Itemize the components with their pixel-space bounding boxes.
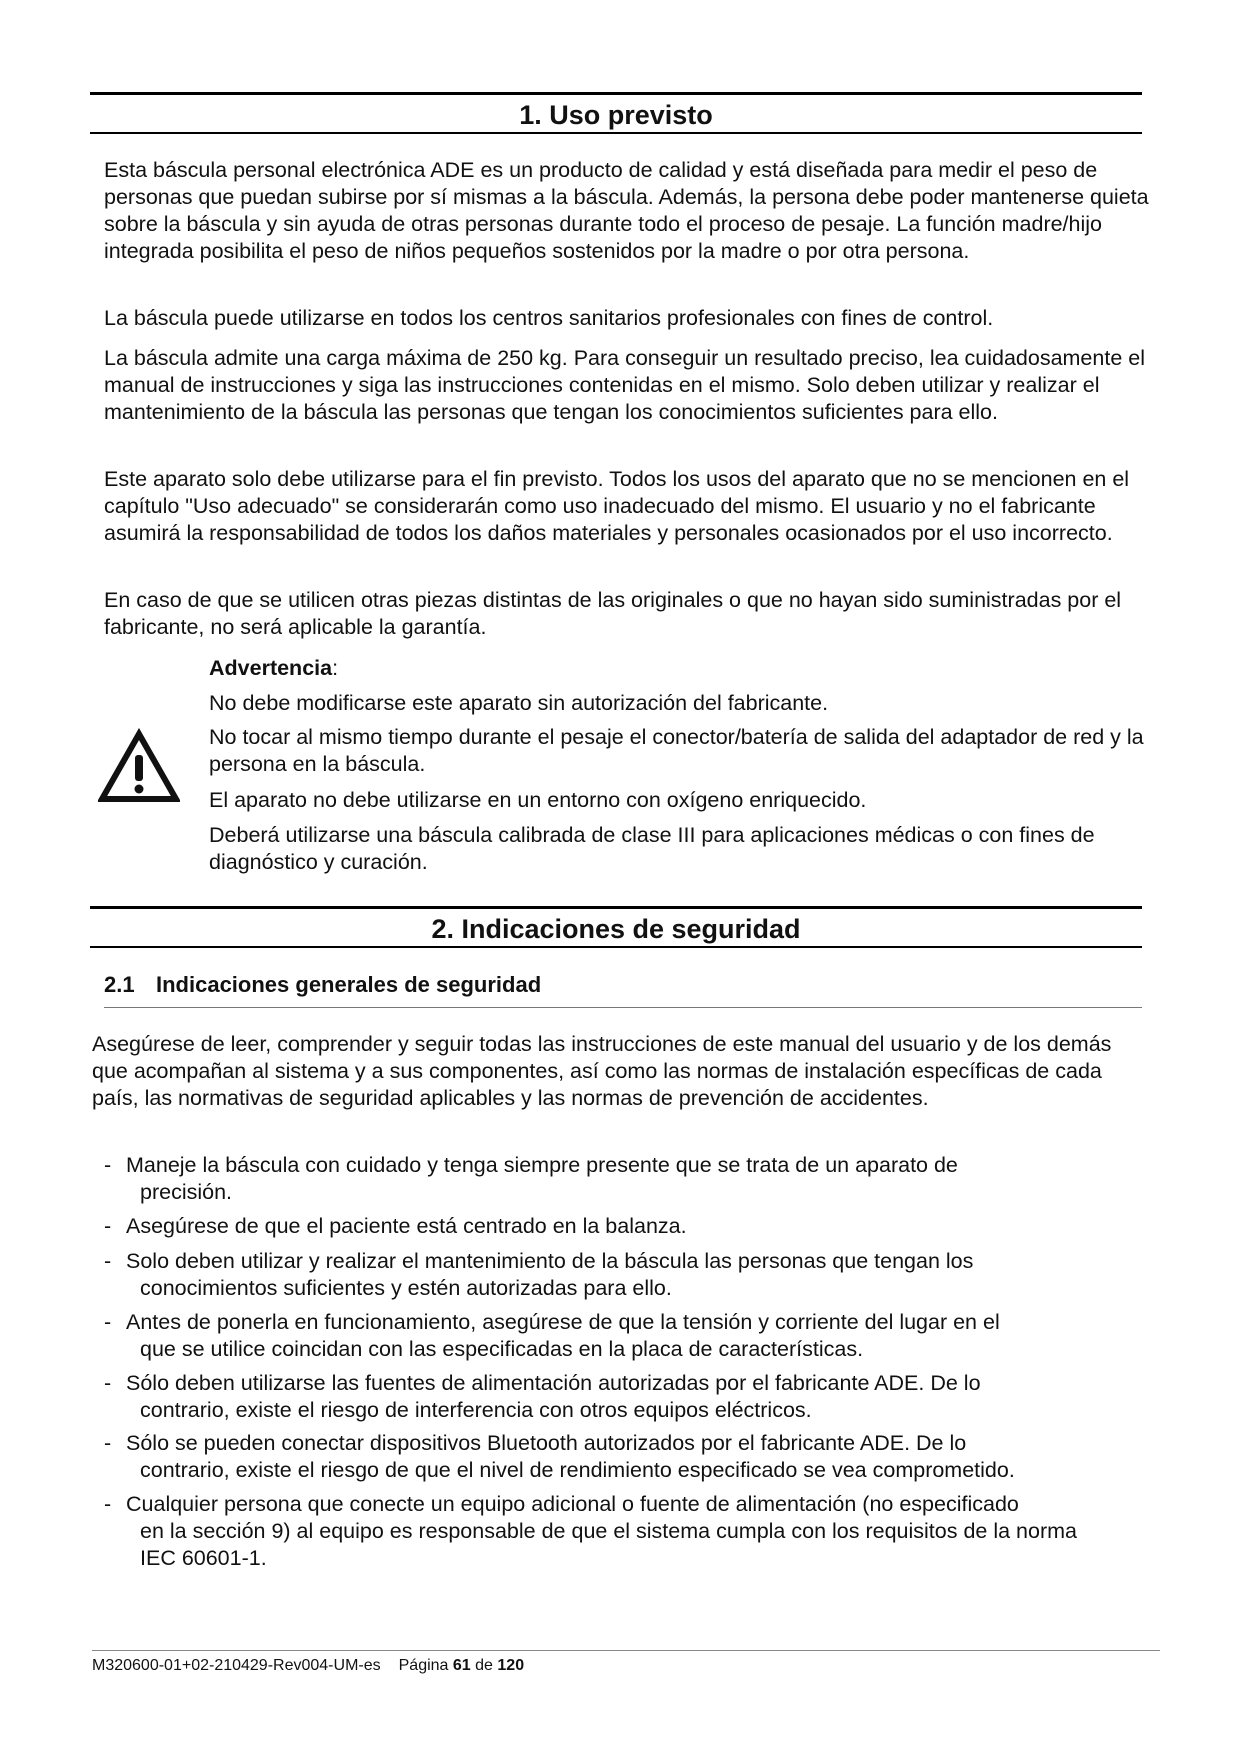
- warning-title: [209, 655, 1149, 682]
- bullet-dash: -: [104, 1214, 112, 1238]
- list-item: [104, 1152, 1144, 1206]
- warning-item: El aparato no debe utilizarse en un entorno con oxígeno enriquecido.: [209, 788, 867, 812]
- warning-title-text: Advertencia: [209, 656, 333, 680]
- page-total: 120: [497, 1657, 525, 1674]
- bullet-text-continued: que se utilice coincidan con las especificadas en la placa de características.: [140, 1337, 864, 1361]
- bullet-dash: -: [104, 1492, 112, 1516]
- bullet-text: Cualquier persona que conecte un equipo adicional o fuente de alimentación (no especificado: [126, 1492, 1019, 1516]
- footer-divider: [92, 1650, 1160, 1651]
- bullet-text-continued: contrario, existe el riesgo de interferencia con otros equipos eléctricos.: [140, 1398, 812, 1422]
- bullet-text: Solo deben utilizar y realizar el mantenimiento de la báscula las personas que tengan los: [126, 1249, 974, 1273]
- paragraph-sanitary-centers: La báscula puede utilizarse en todos los centros sanitarios profesionales con fines de control.: [104, 306, 994, 330]
- list-item: [104, 1491, 1144, 1572]
- page-label: Página: [398, 1657, 449, 1674]
- bullet-text: Asegúrese de que el paciente está centrado en la balanza.: [126, 1214, 687, 1238]
- bullet-dash: -: [104, 1249, 112, 1273]
- bullet-text-continued: contrario, existe el riesgo de que el nivel de rendimiento especificado se vea comprometido.: [140, 1458, 1015, 1482]
- warning-item: No debe modificarse este aparato sin autorización del fabricante.: [209, 691, 829, 715]
- subsection-heading: [104, 970, 1142, 1008]
- subsection-number: 2.1: [104, 972, 135, 997]
- list-item: [104, 1213, 1144, 1240]
- section-2-heading: 2. Indicaciones de seguridad: [90, 906, 1142, 948]
- list-item: [104, 1370, 1144, 1424]
- bullet-dash: -: [104, 1310, 112, 1334]
- bullet-text: Sólo deben utilizarse las fuentes de alimentación autorizadas por el fabricante ADE. De lo: [126, 1371, 981, 1395]
- warning-item: Deberá utilizarse una báscula calibrada de clase III para aplicaciones médicas o con fines de diagnóstico y curación.: [209, 823, 1095, 874]
- document-id: M320600-01+02-210429-Rev004-UM-es: [92, 1657, 381, 1674]
- subsection-title: Indicaciones generales de seguridad: [156, 972, 542, 997]
- list-item: [104, 1309, 1144, 1363]
- bullet-dash: -: [104, 1431, 112, 1455]
- paragraph-proper-use: Este aparato solo debe utilizarse para el fin previsto. Todos los usos del aparato que no se mencionen en el capítulo "Uso adecuado" se considerarán como uso inadecuado del mismo. El usuario y no el fabricante asumirá la responsabilidad de todos los daños materiales y personales ocasionados por el uso incorrecto.: [104, 467, 1130, 545]
- page-footer: [92, 1655, 524, 1677]
- bullet-dash: -: [104, 1371, 112, 1395]
- bullet-text: Antes de ponerla en funcionamiento, asegúrese de que la tensión y corriente del lugar en el: [126, 1310, 1000, 1334]
- warning-title-colon: :: [332, 656, 339, 680]
- bullet-text: Sólo se pueden conectar dispositivos Bluetooth autorizados por el fabricante ADE. De lo: [126, 1431, 967, 1455]
- paragraph-max-load: La báscula admite una carga máxima de 250 kg. Para conseguir un resultado preciso, lea cuidadosamente el manual de instrucciones y siga las instrucciones contenidas en el mismo. Solo deben utilizar y realizar el mantenimiento de la báscula las personas que tengan los conocimientos suficientes para ello.: [104, 346, 1145, 424]
- list-item: [104, 1248, 1144, 1302]
- paragraph-warranty: En caso de que se utilicen otras piezas distintas de las originales o que no hayan sido suministradas por el fabricante, no será aplicable la garantía.: [104, 588, 1122, 639]
- page-of: de: [475, 1657, 493, 1674]
- list-item: [104, 1430, 1144, 1484]
- bullet-dash: -: [104, 1153, 112, 1177]
- warning-item: No tocar al mismo tiempo durante el pesaje el conector/batería de salida del adaptador de red y la persona en la báscula.: [209, 725, 1144, 776]
- bullet-text-continued: en la sección 9) al equipo es responsable de que el sistema cumpla con los requisitos de la norma IEC 60601-1.: [140, 1519, 1077, 1570]
- paragraph-safety-intro: Asegúrese de leer, comprender y seguir todas las instrucciones de este manual del usuario y de los demás que acompañan al sistema y a sus componentes, así como las normas de instalación específicas de cada país, las normativas de seguridad aplicables y las normas de prevención de accidentes.: [92, 1032, 1112, 1110]
- bullet-text-continued: conocimientos suficientes y estén autorizadas para ello.: [140, 1276, 672, 1300]
- warning-triangle-icon: [98, 728, 180, 804]
- section-1-heading: 1. Uso previsto: [90, 92, 1142, 134]
- bullet-text: Maneje la báscula con cuidado y tenga siempre presente que se trata de un aparato de: [126, 1153, 958, 1177]
- paragraph-intended-use: Esta báscula personal electrónica ADE es un producto de calidad y está diseñada para medir el peso de personas que puedan subirse por sí mismas a la báscula. Además, la persona debe poder mantenerse quieta sobre la báscula y sin ayuda de otras personas durante todo el proceso de pesaje. La función madre/hijo integrada posibilita el peso de niños pequeños sostenidos por la madre o por otra persona.: [104, 158, 1149, 263]
- bullet-text-continued: precisión.: [140, 1180, 233, 1204]
- page-current: 61: [452, 1657, 471, 1674]
